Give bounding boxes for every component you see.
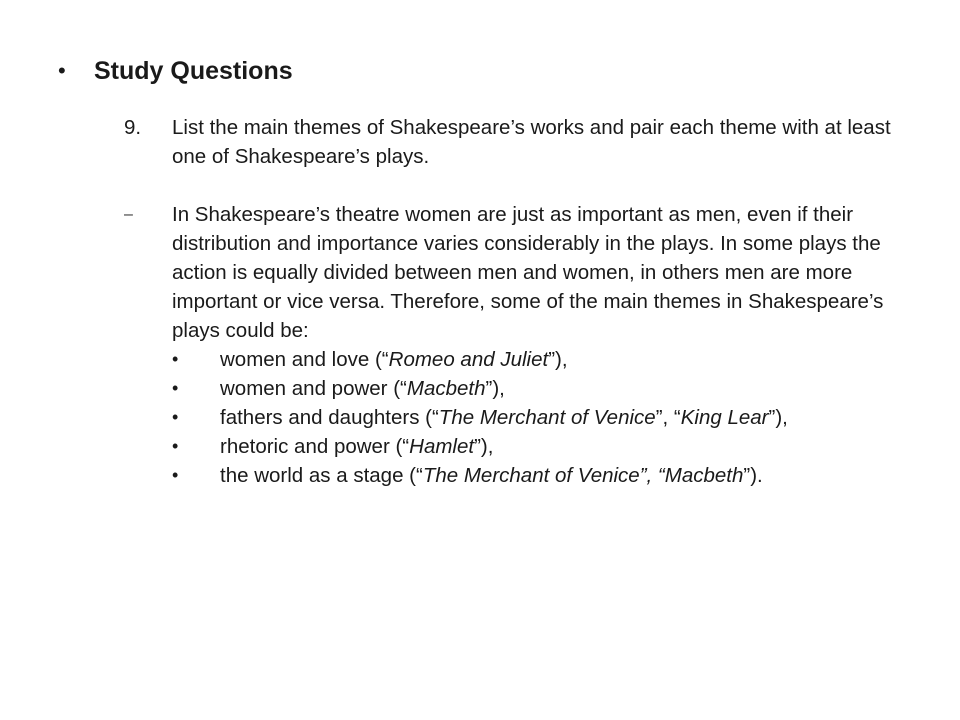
answer-item: [120, 200, 920, 490]
list-item: [172, 432, 920, 461]
list-item: [172, 461, 920, 490]
answer-text: In Shakespeare’s theatre women are just as important as men, even if their distribution and importance varies considerably in the plays. In some plays the action is equally divided between men and women, in others men are more important or vice versa. Therefore, some of the main themes in Shakespeare’s plays could be:: [172, 203, 884, 342]
themes-list: [172, 345, 920, 490]
theme-text: women and love (“Romeo and Juliet”),: [220, 348, 568, 371]
theme-text: women and power (“Macbeth”),: [220, 377, 505, 400]
bullet-icon: •: [172, 465, 179, 485]
dash-icon: –: [124, 206, 133, 223]
list-item: [172, 374, 920, 403]
question-text: List the main themes of Shakespeare’s works and pair each theme with at least one of Shakespeare’s plays.: [172, 116, 891, 168]
play-title: The Merchant of Venice: [438, 406, 656, 429]
play-title: Macbeth: [406, 377, 486, 400]
bullet-icon: •: [172, 436, 179, 456]
question-item: [120, 113, 920, 171]
bullet-icon: •: [172, 378, 179, 398]
bullet-icon: •: [172, 407, 179, 427]
list-item: [172, 403, 920, 432]
answer-body: [172, 200, 920, 490]
play-title: The Merchant of Venice”, “Macbeth: [422, 464, 744, 487]
heading-row: [58, 52, 293, 90]
theme-text: rhetoric and power (“Hamlet”),: [220, 435, 494, 458]
slide-title: Study Questions: [94, 57, 293, 85]
play-title: Hamlet: [409, 435, 475, 458]
theme-text: the world as a stage (“The Merchant of Venice”, “Macbeth”).: [220, 464, 763, 487]
list-item: [172, 345, 920, 374]
theme-text: fathers and daughters (“The Merchant of Venice”, “King Lear”),: [220, 406, 788, 429]
play-title: Romeo and Juliet: [388, 348, 549, 371]
play-title: King Lear: [680, 406, 769, 429]
bullet-icon: •: [58, 58, 66, 83]
question-number: 9.: [124, 116, 142, 139]
bullet-icon: •: [172, 349, 179, 369]
